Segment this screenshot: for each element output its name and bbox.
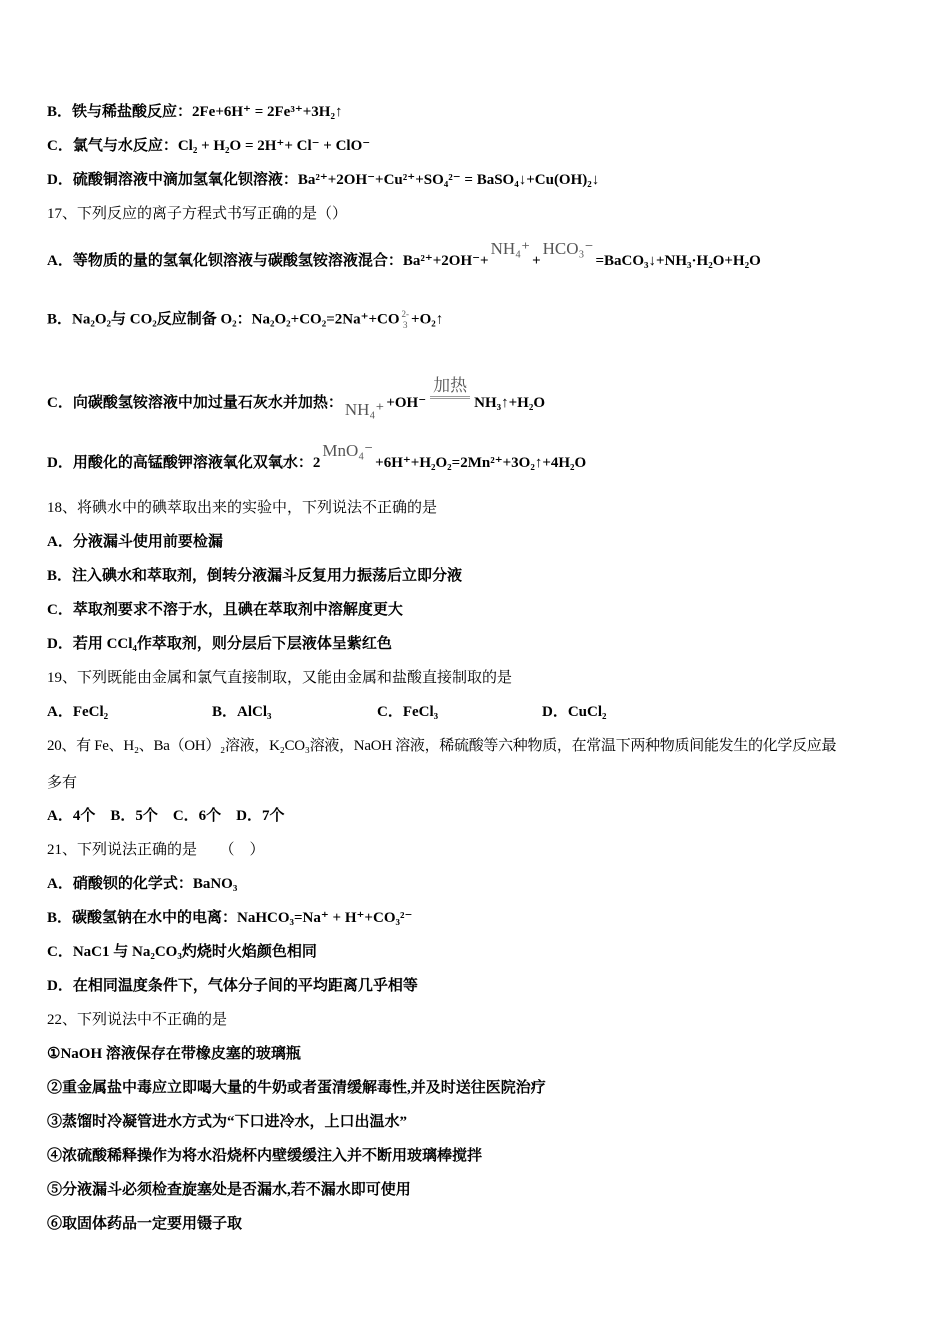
q21-option-c: C．NaC1 与 Na₂CO₃灼烧时火焰颜色相同 xyxy=(47,944,317,960)
q17d-products: +6H⁺+H₂O₂=2Mn²⁺+3O₂↑+4H₂O xyxy=(375,455,587,471)
q22-item-1: ①NaOH 溶液保存在带橡皮塞的玻璃瓶 xyxy=(47,1046,301,1062)
q17-option-a xyxy=(47,239,761,271)
q17-option-c xyxy=(47,376,546,419)
q22-stem: 22、下列说法中不正确的是 xyxy=(47,1012,228,1028)
q17c-oh: +OH⁻ xyxy=(386,395,427,411)
q16-option-d: D．硫酸铜溶液中滴加氢氧化钡溶液：Ba²⁺+2OH⁻+Cu²⁺+SO₄²⁻ = BaSO₄↓+Cu(OH)₂↓ xyxy=(47,172,600,188)
q17c-condition-arrow xyxy=(430,376,470,409)
q22-item-2: ②重金属盐中毒应立即喝大量的牛奶或者蛋清缓解毒性,并及时送往医院治疗 xyxy=(47,1080,546,1096)
q20-stem: 20、有 Fe、H₂、Ba（OH）₂溶液，K₂CO₃溶液，NaOH 溶液，稀硫酸等六种物质，在常温下两种物质间能发生的化学反应最 xyxy=(47,738,837,754)
q17d-text: D．用酸化的高锰酸钾溶液氧化双氧水：2 xyxy=(47,455,321,471)
q17-option-d xyxy=(47,441,587,473)
q22-item-4: ④浓硫酸稀释操作为将水沿烧杯内壁缓缓注入并不断用玻璃棒搅拌 xyxy=(47,1148,483,1164)
q19-option-b: B．AlCl₃ xyxy=(212,704,272,720)
q16-option-b: B．铁与稀盐酸反应：2Fe+6H⁺ = 2Fe³⁺+3H₂↑ xyxy=(47,104,343,120)
q17c-products: NH₃↑+H₂O xyxy=(474,395,546,411)
q18-option-d: D．若用 CCl₄作萃取剂，则分层后下层液体呈紫红色 xyxy=(47,636,392,652)
q19-option-a: A．FeCl₂ xyxy=(47,704,109,720)
q18-option-c: C．萃取剂要求不溶于水，且碘在萃取剂中溶解度更大 xyxy=(47,602,403,618)
q19-option-d: D．CuCl₂ xyxy=(542,704,607,720)
q17b-text: B．Na₂O₂与 CO₂反应制备 O₂：Na₂O₂+CO₂=2Na⁺+CO xyxy=(47,311,400,328)
q19-option-c: C．FeCl₃ xyxy=(377,704,439,720)
q21-stem: 21、下列说法正确的是 （ ） xyxy=(47,842,265,858)
q18-stem: 18、将碘水中的碘萃取出来的实验中，下列说法不正确的是 xyxy=(47,500,438,516)
q17a-products: =BaCO₃↓+NH₃·H₂O+H₂O xyxy=(595,253,761,269)
q17a-text: A．等物质的量的氢氧化钡溶液与碳酸氢铵溶液混合：Ba²⁺+2OH⁻+ xyxy=(47,253,489,269)
q20-options: A．4个 B．5个 C．6个 D．7个 xyxy=(47,808,285,824)
q21-option-a: A．硝酸钡的化学式：BaNO₃ xyxy=(47,876,238,892)
q17a-hco3-formula: HCO₃⁻ xyxy=(542,239,594,258)
q17d-mno4-formula: MnO₄⁻ xyxy=(322,441,374,460)
q22-item-3: ③蒸馏时冷凝管进水方式为“下口进冷水，上口出温水” xyxy=(47,1114,408,1130)
q17b-charge-stack xyxy=(402,309,410,331)
q18-option-a: A．分液漏斗使用前要检漏 xyxy=(47,534,223,550)
q17c-condition: 加热 xyxy=(430,376,470,399)
q19-options xyxy=(47,702,607,722)
q21-option-d: D．在相同温度条件下，气体分子间的平均距离几乎相等 xyxy=(47,978,418,994)
q17a-plus: + xyxy=(532,253,541,269)
q16-option-c: C．氯气与水反应：Cl₂ + H₂O = 2H⁺+ Cl⁻ + ClO⁻ xyxy=(47,138,371,154)
q17c-text: C．向碳酸氢铵溶液中加过量石灰水并加热： xyxy=(47,395,343,411)
q17-option-b xyxy=(47,309,443,331)
q17c-nh4-formula: NH₄⁺ xyxy=(344,400,385,419)
q17a-nh4-formula: NH₄⁺ xyxy=(490,239,531,258)
q17-stem: 17、下列反应的离子方程式书写正确的是（） xyxy=(47,206,348,222)
q22-item-5: ⑤分液漏斗必须检查旋塞处是否漏水,若不漏水即可使用 xyxy=(47,1182,411,1198)
q22-item-6: ⑥取固体药品一定要用镊子取 xyxy=(47,1216,243,1232)
q20-stem-cont: 多有 xyxy=(47,775,78,791)
q18-option-b: B．注入碘水和萃取剂，倒转分液漏斗反复用力振荡后立即分液 xyxy=(47,568,463,584)
q17b-subscript: 3 xyxy=(403,320,408,330)
q19-stem: 19、下列既能由金属和氯气直接制取，又能由金属和盐酸直接制取的是 xyxy=(47,670,513,686)
q21-option-b: B．碳酸氢钠在水中的电离：NaHCO₃=Na⁺ + H⁺+CO₃²⁻ xyxy=(47,910,413,926)
q17b-charge: 2- xyxy=(401,309,410,319)
q17b-products: +O₂↑ xyxy=(411,311,444,328)
